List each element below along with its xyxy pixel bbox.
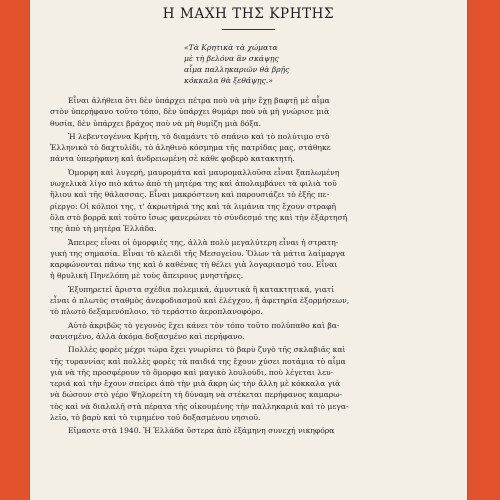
epigraph-poem: [184, 42, 424, 86]
paragraph: [50, 131, 449, 165]
paragraph: [50, 284, 449, 318]
poem-line: κόκκαλα θὰ ξεθάψῃς.»: [184, 76, 273, 85]
text-line: τὸς καὶ νὰ διαλαλῆ στὰ πέρατα τῆς οἰκουμένης τὴν παλληκαριὰ καὶ τὸ μεγα-: [50, 401, 349, 411]
text-line: τὸ πλωτὸ δεξαμενόπλοιο, τὸ τεράστιο ἀεροπλανοφόρο.: [50, 307, 263, 317]
text-line: γική της σημασία. Εἶναι τὸ κλειδὶ τῆς Μεσογείου. Ὅλων τὰ μάτια λαίμαργα: [50, 248, 346, 258]
paragraph: [50, 167, 449, 235]
poem-line: μὲ τὴ βελόνα ἂν σκάψῃς: [184, 54, 279, 63]
document-page: [30, 0, 467, 500]
paragraph: [50, 344, 449, 423]
text-line: Ἡ λεβεντογέννα Κρήτη, τὸ διαμάντι τὸ σπάνιο καὶ τὸ πολύτιμο στὸ: [68, 131, 330, 141]
page-title: Η ΜΑΧΗ ΤΗΣ ΚΡΗΤΗΣ: [162, 6, 335, 22]
text-line: στὸν ὑπερήφανο τοῦτο τόπο, δὲν ὑπάρχει θυμάρι ποὺ νὰ μὴ γνώρισε μιὰ: [50, 107, 330, 117]
text-line: της ἀπὸ τὴ μητέρα Ἑλλάδα.: [50, 224, 157, 234]
paragraph: [50, 95, 449, 129]
paragraph: [50, 320, 449, 343]
text-line: γιὰ νὰ τῆς προσφέρουν τὸ ὄμορφο καὶ μαγικὸ λουλούδι, ποὺ λέγεται λευ-: [50, 367, 334, 377]
paragraph: [50, 237, 449, 282]
poem-line: «Τὰ Κρητικὰ τὰ χώματα: [184, 43, 278, 52]
text-line: ἥλιου καὶ τῆς θάλασσας. Εἶναι μακρόστενη καὶ παρουσιάζει τὸ ἑξῆς πε-: [50, 190, 330, 200]
text-line: Πολλὲς φορὲς μέχρι τώρα ἔχει γνωρίσει τὸ βαρὺ ζυγὸ τῆς σκλαβιᾶς καὶ: [68, 345, 346, 355]
body-text: [50, 95, 449, 439]
text-line: Ἑλληνικὸ τὸ δαχτυλίδι, τὸ ἀληθινὸ κόσμημα τῆς πατρίδας μας, στάθηκε: [50, 143, 331, 153]
text-line: Αὐτὸ ἀκριβῶς τὸ γεγονὸς ἔχει κάνει τὸν τόπο τοῦτο πολύπαθο καὶ βα-: [68, 320, 340, 330]
text-line: Ὁμορφη καὶ λυγερή, μαυρομάτα καὶ μαυρομαλλοῦσα εἶναι ξαπλωμένη: [68, 167, 340, 177]
text-line: ρίεργο: Οἱ κόλποι της, τ' ἀκρωτήριά της καὶ τὰ λιμάνια της ἔχουν στραφῆ: [50, 201, 336, 211]
text-line: πάντα ὑπερήφανη καὶ ἀνδρειωμένη σὲ κάθε φοβερὸ κατακτητή.: [50, 154, 295, 164]
text-line: Εἶναι ἀλήθεια ὅτι δὲν ὑπάρχει πέτρα ποὺ νὰ μὴν ἔχῃ βαφτῇ μὲ αἷμα: [68, 96, 330, 105]
text-line: νωχελικὰ λίγο πιὸ κάτω ἀπὸ τὴ μητέρα της καὶ ἀπολαμβάνει τὰ φιλιὰ τοῦ: [50, 179, 337, 189]
text-line: τεριά καὶ τὴν ἔχουν σπείρει ἀπὸ τὴν μιὰ ἄκρη ὡς τὴν ἄλλη μὲ κόκκαλα γιὰ: [50, 379, 341, 389]
text-line: σανισμένο, ἀλλὰ ἀκόμα δοξασμένο καὶ περήφανο.: [50, 331, 245, 341]
paragraph: [50, 425, 449, 436]
poem-line: αἷμα παλληκαριῶν θὰ βρῇς: [184, 65, 290, 74]
title-divider: [222, 29, 274, 30]
text-line: τῆς τυραννίας καὶ πολλὲς φορὲς τὰ παιδιά της ἔχουν χύσει ποτάμια τὸ αἷμα: [50, 356, 346, 366]
text-line: Ἄπειρες εἶναι οἱ ὀμορφιές της, ἀλλὰ πολὺ μεγαλύτερη εἶναι ἡ στρατη-: [68, 237, 339, 247]
text-line: θυσία, δὲν ὑπάρχει βράχος ποὺ νὰ μὴ θυμίζη μιὰ δόξα.: [50, 118, 262, 128]
text-line: Ἐξυπηρετεῖ ἄριστα σχέδια πολεμικά, ἀμυντικὰ ἢ κατακτητικά, γιατί: [68, 284, 335, 294]
text-line: λεῖο, τὸ βαρὺ καὶ τὸ τιμημένο τοῦ δοξασμένου νησιοῦ.: [50, 413, 261, 423]
text-line: ὅλα στὸ βορρᾶ καὶ τοῦτο ἴσως φανερώνει τὸ σύνδεσμό της καὶ τὴν ἐξάρτησή: [50, 212, 348, 222]
text-line: καρφώνονται πάνω της καὶ ὁ καθένας τὴ θέλει γιὰ λογαριασμό του. Εἶναι: [50, 260, 338, 270]
text-line: Εἴμαστε στὰ 1940. Ἡ Ἑλλάδα ὕστερα ἀπὸ ἐξάμηνη συνεχή νικηφόρα: [68, 426, 335, 436]
text-line: ἡ θρυλικὴ Πηνελόπη μὲ τοὺς ἄπειρους μνηστῆρες.: [50, 271, 244, 281]
text-line: εἶναι ὁ πλωτὸς σταθμὸς ἀνεφοδιασμοῦ καὶ ἐλέγχου, ἡ ἀφετηρία ἐξορμήσεων,: [50, 296, 350, 306]
text-line: νὰ δώσουν στὸ γέρο Ψηλορείτη τὴ δύναμη νὰ στέκεται περήφανος καμαρω-: [50, 390, 343, 400]
